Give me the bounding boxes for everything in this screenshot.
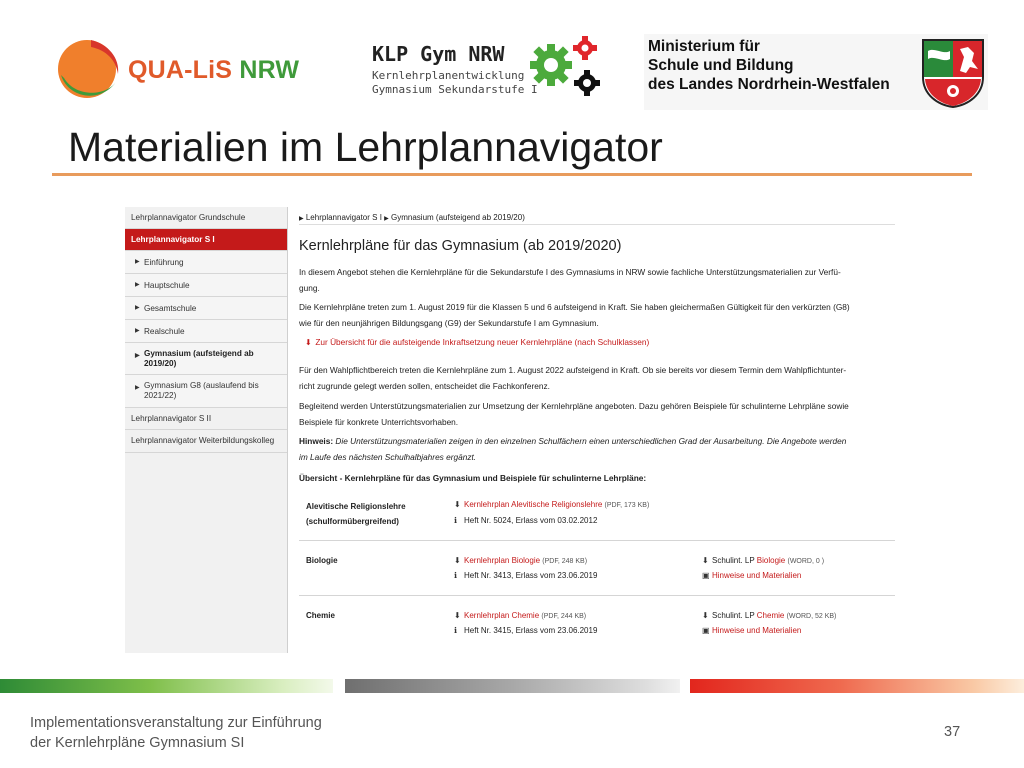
klp-logo-line1: Kernlehrplanentwicklung: [372, 69, 525, 82]
sidebar-item-label: Gymnasium (aufsteigend ab: [144, 349, 254, 358]
sidebar-item-si-active[interactable]: Lehrplannavigator S I: [125, 229, 287, 251]
caret-right-icon: ▶: [135, 328, 140, 334]
page-number: 37: [944, 724, 961, 740]
sidebar-item-realschule[interactable]: [125, 320, 287, 343]
ministry-logo: [644, 34, 988, 110]
validity-paragraph: [299, 300, 895, 331]
sidebar-item-label: 2021/22): [144, 391, 177, 400]
sidebar-item-weiterbildungskolleg[interactable]: Lehrplannavigator Weiterbildungskolleg: [125, 430, 287, 453]
caret-right-icon: ▶: [135, 259, 140, 265]
sidebar-item-gymnasium-g8[interactable]: [125, 375, 287, 408]
file-meta: (WORD, 52 KB): [786, 613, 837, 620]
heft-text: Heft Nr. 3413, Erlass vom 23.06.2019: [464, 571, 598, 580]
download-icon: ⬇: [702, 611, 709, 620]
info-icon: ℹ: [454, 571, 458, 580]
sidebar-item-label: Einführung: [144, 258, 184, 267]
sidebar-item-einfuehrung[interactable]: [125, 251, 287, 274]
hinweise-materialien[interactable]: [702, 626, 801, 635]
footer-line1: Implementationsveranstaltung zur Einführung: [30, 715, 322, 731]
heft-text: Heft Nr. 5024, Erlass vom 03.02.2012: [464, 516, 598, 525]
ministry-name: [648, 37, 890, 94]
download-icon: ⬇: [454, 611, 461, 620]
hint-label: Hinweis:: [299, 436, 334, 446]
sidebar-item-grundschule[interactable]: Lehrplannavigator Grundschule: [125, 207, 287, 229]
info-icon: ℹ: [454, 626, 458, 635]
slp-prefix: Schulint. LP: [712, 556, 755, 565]
sidebar-item-s-ii[interactable]: Lehrplannavigator S II: [125, 408, 287, 430]
intro-paragraph: [299, 265, 895, 296]
ministry-line2: Schule und Bildung: [648, 57, 794, 74]
slp-prefix: Schulint. LP: [712, 611, 755, 620]
overview-link-text: Zur Übersicht für die aufsteigende Inkraftsetzung neuer Kernlehrpläne (nach Schulklassen): [315, 337, 650, 347]
heft-info: [454, 626, 597, 635]
sidebar-item-label: Gymnasium G8 (auslaufend bis: [144, 381, 259, 390]
overview-link[interactable]: [305, 335, 901, 351]
sidebar-item-label: Gesamtschule: [144, 304, 197, 313]
file-meta: (PDF, 248 KB): [542, 558, 588, 565]
sidebar-item-label: 2019/20): [144, 359, 177, 368]
paragraph-line: richt zugrunde gelegt werden sollen, entscheidet die Fachkonferenz.: [299, 380, 550, 391]
footer-bar-grey: [345, 679, 680, 693]
file-meta: (WORD, 0 ): [787, 558, 825, 565]
subject-name: Alevitische Religionslehre: [306, 502, 406, 511]
table-row-divider: [299, 540, 895, 541]
footer-line2: der Kernlehrpläne Gymnasium SI: [30, 735, 245, 751]
footer-text: [30, 713, 322, 753]
hint-text: Die Unterstützungsmaterialien zeigen in den einzelnen Schulfächern einen unterschiedlichen Grad der Ausarbeitung. Die Angebote werden: [333, 436, 847, 446]
nrw-coat-of-arms-icon: [920, 37, 986, 109]
paragraph-line: Die Kernlehrpläne treten zum 1. August 2019 für die Klassen 5 und 6 aufsteigend in Kraft. Sie haben gleichermaßen Gültigkeit für den verkürzten (G8): [299, 302, 850, 312]
kernlehrplan-download[interactable]: [454, 611, 586, 620]
subject-name: Biologie: [306, 556, 338, 565]
title-underline: [52, 173, 972, 176]
file-meta: (PDF, 244 KB): [541, 613, 587, 620]
schulinterner-lp-download[interactable]: [702, 611, 836, 620]
breadcrumb: [299, 213, 525, 222]
qualis-logo: [56, 38, 300, 104]
slp-link[interactable]: Biologie: [756, 556, 786, 565]
paragraph-line: In diesem Angebot stehen die Kernlehrpläne für die Sekundarstufe I des Gymnasiums in NRW sowie fachliche Unterstützungsmaterialien zur Verfü-: [299, 267, 841, 277]
caret-right-icon: ▶: [299, 216, 304, 222]
sidebar-item-hauptschule[interactable]: [125, 274, 287, 297]
info-icon: ℹ: [454, 516, 458, 525]
qualis-emblem-icon: [56, 38, 122, 104]
caret-right-icon: ▶: [135, 353, 140, 359]
document-icon: ▣: [702, 626, 710, 635]
caret-right-icon: ▶: [135, 385, 140, 391]
paragraph-line: gung.: [299, 282, 320, 293]
klp-logo-line2: Gymnasium Sekundarstufe I: [372, 83, 538, 96]
klp-gym-logo: [372, 42, 602, 108]
footer-bar-green: [0, 679, 333, 693]
subject-note: (schulformübergreifend): [306, 517, 399, 526]
paragraph-line: Beispiele für konkrete Unterrichtsvorhaben.: [299, 416, 459, 427]
schulinterner-lp-download[interactable]: [702, 556, 824, 565]
sidebar-item-label: Hauptschule: [144, 281, 190, 290]
paragraph-line: Für den Wahlpflichtbereich treten die Kernlehrpläne zum 1. August 2022 aufsteigend in Kraft. Ob sie bereits vor diesem Termin dem Wahlpflichtunter-: [299, 365, 847, 375]
paragraph-line: Begleitend werden Unterstützungsmaterialien zur Umsetzung der Kernlehrpläne angeboten. Dazu gehören Beispiele für schulinterne Lehrpläne sowie: [299, 401, 849, 411]
hint-paragraph: [299, 434, 895, 465]
heft-info: [454, 571, 597, 580]
download-icon: ⬇: [305, 338, 312, 347]
hinweise-link[interactable]: Hinweise und Materialien: [712, 626, 802, 635]
caret-right-icon: ▶: [135, 282, 140, 288]
sidebar-item-gesamtschule[interactable]: [125, 297, 287, 320]
divider: [299, 224, 895, 225]
gears-icon: [525, 35, 605, 103]
footer-bar-red: [690, 679, 1024, 693]
heft-text: Heft Nr. 3415, Erlass vom 23.06.2019: [464, 626, 598, 635]
kernlehrplan-download[interactable]: [454, 556, 587, 565]
hinweise-link[interactable]: Hinweise und Materialien: [712, 571, 802, 580]
sidebar-item-label: Realschule: [144, 327, 185, 336]
subject-name: Chemie: [306, 611, 335, 620]
kernlehrplan-download[interactable]: [454, 500, 649, 509]
wahlpflicht-paragraph: [299, 363, 895, 394]
klp-logo-title: KLP Gym NRW: [372, 42, 505, 66]
document-icon: ▣: [702, 571, 710, 580]
heft-info: [454, 516, 597, 525]
table-row-divider: [299, 595, 895, 596]
download-icon: ⬇: [454, 500, 461, 509]
paragraph-line: [299, 450, 895, 466]
download-icon: ⬇: [702, 556, 709, 565]
sidebar-item-gymnasium-g9[interactable]: [125, 343, 287, 375]
breadcrumb-item[interactable]: Lehrplannavigator S I: [305, 213, 382, 222]
breadcrumb-item[interactable]: Gymnasium (aufsteigend ab 2019/20): [391, 213, 525, 222]
ministry-line1: Ministerium für: [648, 38, 760, 55]
paragraph-line: wie für den neunjährigen Bildungsgang (G9) der Sekundarstufe I am Gymnasium.: [299, 317, 599, 328]
caret-right-icon: ▶: [135, 305, 140, 311]
slp-link[interactable]: Chemie: [756, 611, 785, 620]
kernlehrplan-link[interactable]: Kernlehrplan Biologie: [464, 556, 541, 565]
main-content: [299, 207, 895, 653]
overview-heading: Übersicht - Kernlehrpläne für das Gymnasium und Beispiele für schulinterne Lehrpläne:: [299, 473, 647, 483]
materials-paragraph: [299, 399, 895, 430]
kernlehrplan-link[interactable]: Kernlehrplan Alevitische Religionslehre: [464, 500, 603, 509]
sidebar-navigation: [125, 207, 288, 653]
caret-right-icon: ▶: [384, 216, 389, 222]
ministry-line3: des Landes Nordrhein-Westfalen: [648, 76, 890, 93]
download-icon: ⬇: [454, 556, 461, 565]
hinweise-materialien[interactable]: [702, 571, 801, 580]
file-meta: (PDF, 173 KB): [604, 502, 650, 509]
page-heading: Kernlehrpläne für das Gymnasium (ab 2019/2020): [299, 238, 622, 254]
hint-text: im Laufe des nächsten Schulhalbjahres ergänzt.: [299, 451, 477, 462]
lehrplannavigator-screenshot: [125, 207, 895, 653]
slide-title: Materialien im Lehrplannavigator: [68, 124, 663, 170]
qualis-logo-text: QUA-LiS NRW: [128, 56, 300, 84]
paragraph-line: [299, 434, 895, 450]
kernlehrplan-link[interactable]: Kernlehrplan Chemie: [464, 611, 540, 620]
